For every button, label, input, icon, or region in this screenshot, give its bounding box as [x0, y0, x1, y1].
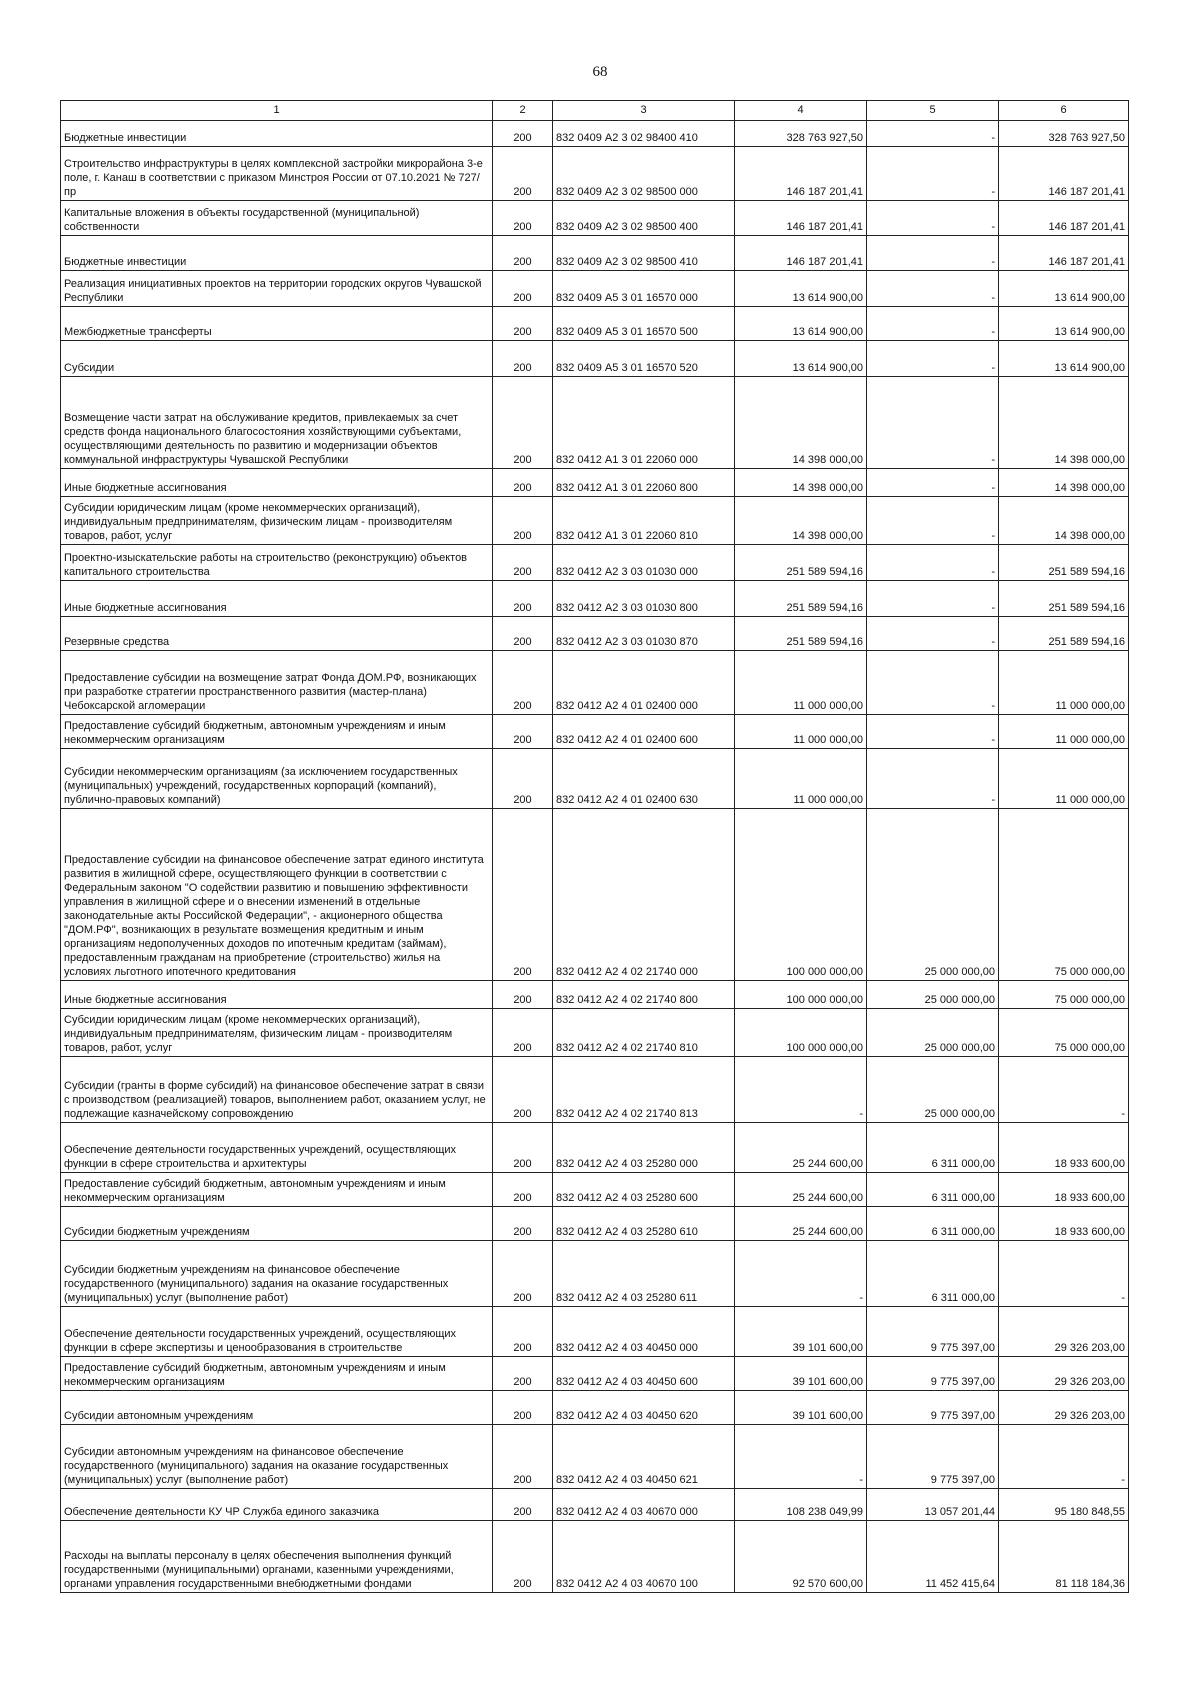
- row-amount-col6: 251 589 594,16: [999, 617, 1129, 651]
- row-name: Расходы на выплаты персоналу в целях обеспечения выполнения функций государственными (муниципальными) органами, казенными учреждениями, органами управления государственными внебюджетными фондами: [61, 1521, 493, 1593]
- row-amount-col4: 25 244 600,00: [735, 1207, 867, 1241]
- row-admin-code: 200: [493, 1057, 553, 1123]
- row-classification-code: 832 0412 А2 4 02 21740 813: [553, 1057, 735, 1123]
- row-amount-col6: 328 763 927,50: [999, 121, 1129, 147]
- table-row: [61, 121, 1129, 147]
- row-admin-code: 200: [493, 545, 553, 581]
- table-row: [61, 307, 1129, 341]
- row-name: Субсидии автономным учреждениям на финансовое обеспечение государственного (муниципального) задания на оказание государственных (муниципальных) услуг (выполнение работ): [61, 1425, 493, 1489]
- row-admin-code: 200: [493, 981, 553, 1009]
- row-amount-col6: 251 589 594,16: [999, 581, 1129, 617]
- row-amount-col6: 11 000 000,00: [999, 651, 1129, 715]
- row-admin-code: 200: [493, 121, 553, 147]
- table-row: [61, 749, 1129, 809]
- row-amount-col4: 25 244 600,00: [735, 1123, 867, 1173]
- row-classification-code: 832 0412 А2 4 03 40450 621: [553, 1425, 735, 1489]
- row-admin-code: 200: [493, 201, 553, 236]
- table-row: [61, 1307, 1129, 1357]
- row-amount-col5: 25 000 000,00: [867, 1009, 999, 1057]
- row-admin-code: 200: [493, 651, 553, 715]
- column-number-1: 1: [61, 101, 493, 121]
- row-amount-col5: 25 000 000,00: [867, 981, 999, 1009]
- row-amount-col5: -: [867, 236, 999, 271]
- row-classification-code: 832 0412 А2 4 02 21740 800: [553, 981, 735, 1009]
- row-classification-code: 832 0412 А2 4 03 40670 100: [553, 1521, 735, 1593]
- table-row: [61, 1425, 1129, 1489]
- column-number-3: 3: [553, 101, 735, 121]
- row-classification-code: 832 0409 А2 3 02 98500 000: [553, 147, 735, 201]
- row-amount-col5: -: [867, 469, 999, 497]
- row-classification-code: 832 0412 А2 4 01 02400 000: [553, 651, 735, 715]
- row-amount-col5: 25 000 000,00: [867, 809, 999, 981]
- row-name: Субсидии (гранты в форме субсидий) на финансовое обеспечение затрат в связи с производством (реализацией) товаров, выполнением работ, оказанием услуг, не подлежащие казначейскому сопровождению: [61, 1057, 493, 1123]
- row-amount-col6: 11 000 000,00: [999, 715, 1129, 749]
- row-name: Капитальные вложения в объекты государственной (муниципальной) собственности: [61, 201, 493, 236]
- row-admin-code: 200: [493, 749, 553, 809]
- row-name: Обеспечение деятельности государственных учреждений, осуществляющих функции в сфере экспертизы и ценообразования в строительстве: [61, 1307, 493, 1357]
- table-row: [61, 497, 1129, 545]
- row-amount-col4: -: [735, 1425, 867, 1489]
- row-admin-code: 200: [493, 1307, 553, 1357]
- row-classification-code: 832 0409 А2 3 02 98500 410: [553, 236, 735, 271]
- row-amount-col5: -: [867, 341, 999, 377]
- row-amount-col5: -: [867, 581, 999, 617]
- row-admin-code: 200: [493, 1391, 553, 1425]
- row-amount-col5: 6 311 000,00: [867, 1241, 999, 1307]
- column-number-row: [61, 101, 1129, 121]
- row-name: Проектно-изыскательские работы на строительство (реконструкцию) объектов капитального строительства: [61, 545, 493, 581]
- row-admin-code: 200: [493, 1357, 553, 1391]
- row-name: Возмещение части затрат на обслуживание кредитов, привлекаемых за счет средств фонда национального благосостояния хозяйствующими субъектами, осуществляющими деятельность по развитию и модернизации объектов коммунальной инфраструктуры Чувашской Республики: [61, 377, 493, 469]
- column-number-5: 5: [867, 101, 999, 121]
- row-name: Иные бюджетные ассигнования: [61, 581, 493, 617]
- row-amount-col6: 146 187 201,41: [999, 147, 1129, 201]
- row-amount-col4: 13 614 900,00: [735, 341, 867, 377]
- table-row: [61, 147, 1129, 201]
- row-name: Бюджетные инвестиции: [61, 121, 493, 147]
- row-classification-code: 832 0409 А2 3 02 98500 400: [553, 201, 735, 236]
- row-amount-col6: 14 398 000,00: [999, 497, 1129, 545]
- row-amount-col5: 9 775 397,00: [867, 1391, 999, 1425]
- row-admin-code: 200: [493, 1489, 553, 1521]
- table-row: [61, 715, 1129, 749]
- row-name: Иные бюджетные ассигнования: [61, 981, 493, 1009]
- table-row: [61, 1489, 1129, 1521]
- table-row: [61, 581, 1129, 617]
- row-name: Субсидии: [61, 341, 493, 377]
- row-name: Субсидии некоммерческим организациям (за исключением государственных (муниципальных) учреждений, государственных корпораций (компаний), публично-правовых компаний): [61, 749, 493, 809]
- row-amount-col4: 25 244 600,00: [735, 1173, 867, 1207]
- row-classification-code: 832 0412 А2 3 03 01030 870: [553, 617, 735, 651]
- row-amount-col4: 251 589 594,16: [735, 545, 867, 581]
- row-admin-code: 200: [493, 236, 553, 271]
- row-amount-col5: -: [867, 307, 999, 341]
- row-amount-col4: 39 101 600,00: [735, 1307, 867, 1357]
- row-amount-col4: 251 589 594,16: [735, 581, 867, 617]
- row-name: Обеспечение деятельности государственных учреждений, осуществляющих функции в сфере строительства и архитектуры: [61, 1123, 493, 1173]
- row-amount-col6: -: [999, 1057, 1129, 1123]
- table-row: [61, 1207, 1129, 1241]
- row-classification-code: 832 0412 А2 4 03 25280 610: [553, 1207, 735, 1241]
- column-number-6: 6: [999, 101, 1129, 121]
- page-number: 68: [592, 64, 608, 80]
- row-name: Субсидии юридическим лицам (кроме некоммерческих организаций), индивидуальным предпринимателям, физическим лицам - производителям товаров, работ, услуг: [61, 497, 493, 545]
- row-admin-code: 200: [493, 377, 553, 469]
- row-amount-col4: 100 000 000,00: [735, 1009, 867, 1057]
- row-classification-code: 832 0412 А2 4 01 02400 600: [553, 715, 735, 749]
- row-amount-col5: -: [867, 377, 999, 469]
- row-name: Субсидии бюджетным учреждениям на финансовое обеспечение государственного (муниципального) задания на оказание государственных (муниципальных) услуг (выполнение работ): [61, 1241, 493, 1307]
- row-amount-col5: -: [867, 715, 999, 749]
- row-name: Предоставление субсидий бюджетным, автономным учреждениям и иным некоммерческим организациям: [61, 1357, 493, 1391]
- row-name: Субсидии бюджетным учреждениям: [61, 1207, 493, 1241]
- row-amount-col5: -: [867, 545, 999, 581]
- row-amount-col4: 328 763 927,50: [735, 121, 867, 147]
- row-admin-code: 200: [493, 715, 553, 749]
- row-amount-col6: 14 398 000,00: [999, 469, 1129, 497]
- table-row: [61, 1391, 1129, 1425]
- row-amount-col6: 14 398 000,00: [999, 377, 1129, 469]
- row-amount-col5: 6 311 000,00: [867, 1123, 999, 1173]
- row-admin-code: 200: [493, 1521, 553, 1593]
- row-amount-col5: -: [867, 121, 999, 147]
- row-amount-col4: 13 614 900,00: [735, 307, 867, 341]
- row-amount-col5: -: [867, 617, 999, 651]
- table-row: [61, 981, 1129, 1009]
- row-amount-col6: 29 326 203,00: [999, 1357, 1129, 1391]
- row-classification-code: 832 0409 А5 3 01 16570 000: [553, 271, 735, 307]
- budget-table: [60, 100, 1129, 1593]
- table-row: [61, 1173, 1129, 1207]
- row-amount-col6: 13 614 900,00: [999, 341, 1129, 377]
- row-amount-col5: 9 775 397,00: [867, 1425, 999, 1489]
- table-row: [61, 617, 1129, 651]
- row-amount-col4: 146 187 201,41: [735, 147, 867, 201]
- row-admin-code: 200: [493, 497, 553, 545]
- row-amount-col4: 11 000 000,00: [735, 749, 867, 809]
- row-name: Предоставление субсидий бюджетным, автономным учреждениям и иным некоммерческим организациям: [61, 1173, 493, 1207]
- row-amount-col6: 81 118 184,36: [999, 1521, 1129, 1593]
- row-amount-col6: 29 326 203,00: [999, 1307, 1129, 1357]
- row-amount-col6: 75 000 000,00: [999, 1009, 1129, 1057]
- row-admin-code: 200: [493, 271, 553, 307]
- row-amount-col4: -: [735, 1057, 867, 1123]
- row-name: Предоставление субсидии на финансовое обеспечение затрат единого института развития в жилищной сфере, осуществляющего функции в соответствии с Федеральным законом "О содействии развитию и повышению эффективности управления в жилищной сфере и о внесении изменений в отдельные законодательные акты Российской Федерации", - акционерного общества "ДОМ.РФ", возникающих в результате возмещения кредитным и иным организациям недополученных доходов по ипотечным кредитам (займам), предоставленным гражданам на приобретение (строительство) жилья на условиях льготного ипотечного кредитования: [61, 809, 493, 981]
- row-name: Бюджетные инвестиции: [61, 236, 493, 271]
- table-row: [61, 271, 1129, 307]
- table-row: [61, 201, 1129, 236]
- row-classification-code: 832 0412 А2 3 03 01030 800: [553, 581, 735, 617]
- row-amount-col4: 13 614 900,00: [735, 271, 867, 307]
- row-name: Предоставление субсидий бюджетным, автономным учреждениям и иным некоммерческим организациям: [61, 715, 493, 749]
- row-amount-col5: -: [867, 651, 999, 715]
- row-amount-col6: 18 933 600,00: [999, 1123, 1129, 1173]
- row-amount-col6: 75 000 000,00: [999, 981, 1129, 1009]
- row-name: Резервные средства: [61, 617, 493, 651]
- column-number-2: 2: [493, 101, 553, 121]
- row-classification-code: 832 0412 А2 4 03 25280 600: [553, 1173, 735, 1207]
- table-row: [61, 469, 1129, 497]
- table-row: [61, 377, 1129, 469]
- row-amount-col4: 39 101 600,00: [735, 1391, 867, 1425]
- row-classification-code: 832 0412 А2 4 02 21740 000: [553, 809, 735, 981]
- row-amount-col4: 14 398 000,00: [735, 469, 867, 497]
- table-row: [61, 1057, 1129, 1123]
- row-amount-col4: 39 101 600,00: [735, 1357, 867, 1391]
- row-amount-col6: 29 326 203,00: [999, 1391, 1129, 1425]
- row-amount-col4: 100 000 000,00: [735, 809, 867, 981]
- row-classification-code: 832 0412 А2 4 03 25280 611: [553, 1241, 735, 1307]
- row-admin-code: 200: [493, 1173, 553, 1207]
- row-admin-code: 200: [493, 617, 553, 651]
- row-amount-col6: -: [999, 1425, 1129, 1489]
- row-amount-col4: 11 000 000,00: [735, 715, 867, 749]
- row-admin-code: 200: [493, 1009, 553, 1057]
- row-classification-code: 832 0412 А2 4 03 40450 620: [553, 1391, 735, 1425]
- column-number-4: 4: [735, 101, 867, 121]
- row-amount-col4: 100 000 000,00: [735, 981, 867, 1009]
- row-admin-code: 200: [493, 1123, 553, 1173]
- row-amount-col4: 108 238 049,99: [735, 1489, 867, 1521]
- row-amount-col4: 146 187 201,41: [735, 201, 867, 236]
- row-name: Иные бюджетные ассигнования: [61, 469, 493, 497]
- row-name: Субсидии юридическим лицам (кроме некоммерческих организаций), индивидуальным предпринимателям, физическим лицам - производителям товаров, работ, услуг: [61, 1009, 493, 1057]
- row-amount-col5: -: [867, 201, 999, 236]
- row-name: Субсидии автономным учреждениям: [61, 1391, 493, 1425]
- row-amount-col6: 13 614 900,00: [999, 307, 1129, 341]
- row-amount-col5: 6 311 000,00: [867, 1207, 999, 1241]
- row-amount-col6: 146 187 201,41: [999, 236, 1129, 271]
- table-row: [61, 1241, 1129, 1307]
- row-admin-code: 200: [493, 809, 553, 981]
- row-amount-col4: -: [735, 1241, 867, 1307]
- row-amount-col5: 6 311 000,00: [867, 1173, 999, 1207]
- row-classification-code: 832 0409 А5 3 01 16570 520: [553, 341, 735, 377]
- row-amount-col6: -: [999, 1241, 1129, 1307]
- row-name: Строительство инфраструктуры в целях комплексной застройки микрорайона 3-е поле, г. Канаш в соответствии с приказом Минстроя России от 07.10.2021 № 727/пр: [61, 147, 493, 201]
- row-amount-col5: 13 057 201,44: [867, 1489, 999, 1521]
- row-amount-col4: 14 398 000,00: [735, 497, 867, 545]
- row-admin-code: 200: [493, 469, 553, 497]
- row-amount-col6: 95 180 848,55: [999, 1489, 1129, 1521]
- row-classification-code: 832 0412 А1 3 01 22060 000: [553, 377, 735, 469]
- table-row: [61, 651, 1129, 715]
- row-amount-col5: -: [867, 749, 999, 809]
- table-row: [61, 545, 1129, 581]
- row-amount-col5: 9 775 397,00: [867, 1307, 999, 1357]
- row-amount-col5: 25 000 000,00: [867, 1057, 999, 1123]
- row-classification-code: 832 0409 А2 3 02 98400 410: [553, 121, 735, 147]
- row-amount-col5: -: [867, 271, 999, 307]
- row-name: Обеспечение деятельности КУ ЧР Служба единого заказчика: [61, 1489, 493, 1521]
- row-amount-col5: 11 452 415,64: [867, 1521, 999, 1593]
- row-amount-col6: 75 000 000,00: [999, 809, 1129, 981]
- row-admin-code: 200: [493, 1207, 553, 1241]
- row-amount-col5: -: [867, 147, 999, 201]
- row-classification-code: 832 0412 А2 4 03 25280 000: [553, 1123, 735, 1173]
- row-classification-code: 832 0409 А5 3 01 16570 500: [553, 307, 735, 341]
- table-row: [61, 1357, 1129, 1391]
- row-admin-code: 200: [493, 581, 553, 617]
- row-classification-code: 832 0412 А2 4 03 40670 000: [553, 1489, 735, 1521]
- row-admin-code: 200: [493, 1241, 553, 1307]
- row-admin-code: 200: [493, 307, 553, 341]
- table-row: [61, 1009, 1129, 1057]
- table-body: [61, 121, 1129, 1593]
- row-amount-col5: 9 775 397,00: [867, 1357, 999, 1391]
- table-row: [61, 236, 1129, 271]
- row-amount-col4: 92 570 600,00: [735, 1521, 867, 1593]
- row-amount-col6: 18 933 600,00: [999, 1207, 1129, 1241]
- row-amount-col4: 251 589 594,16: [735, 617, 867, 651]
- row-amount-col6: 18 933 600,00: [999, 1173, 1129, 1207]
- row-classification-code: 832 0412 А2 4 02 21740 810: [553, 1009, 735, 1057]
- row-amount-col6: 13 614 900,00: [999, 271, 1129, 307]
- row-amount-col4: 11 000 000,00: [735, 651, 867, 715]
- row-classification-code: 832 0412 А2 4 03 40450 000: [553, 1307, 735, 1357]
- table-row: [61, 341, 1129, 377]
- row-classification-code: 832 0412 А2 3 03 01030 000: [553, 545, 735, 581]
- row-amount-col6: 146 187 201,41: [999, 201, 1129, 236]
- row-admin-code: 200: [493, 147, 553, 201]
- table-row: [61, 1521, 1129, 1593]
- row-name: Реализация инициативных проектов на территории городских округов Чувашской Республики: [61, 271, 493, 307]
- row-amount-col4: 14 398 000,00: [735, 377, 867, 469]
- row-admin-code: 200: [493, 1425, 553, 1489]
- table-row: [61, 809, 1129, 981]
- row-amount-col6: 251 589 594,16: [999, 545, 1129, 581]
- row-classification-code: 832 0412 А2 4 03 40450 600: [553, 1357, 735, 1391]
- row-amount-col6: 11 000 000,00: [999, 749, 1129, 809]
- row-name: Предоставление субсидии на возмещение затрат Фонда ДОМ.РФ, возникающих при разработке стратегии пространственного развития (мастер-плана) Чебоксарской агломерации: [61, 651, 493, 715]
- table-row: [61, 1123, 1129, 1173]
- row-amount-col4: 146 187 201,41: [735, 236, 867, 271]
- row-admin-code: 200: [493, 341, 553, 377]
- row-name: Межбюджетные трансферты: [61, 307, 493, 341]
- row-classification-code: 832 0412 А2 4 01 02400 630: [553, 749, 735, 809]
- row-classification-code: 832 0412 А1 3 01 22060 810: [553, 497, 735, 545]
- row-classification-code: 832 0412 А1 3 01 22060 800: [553, 469, 735, 497]
- row-amount-col5: -: [867, 497, 999, 545]
